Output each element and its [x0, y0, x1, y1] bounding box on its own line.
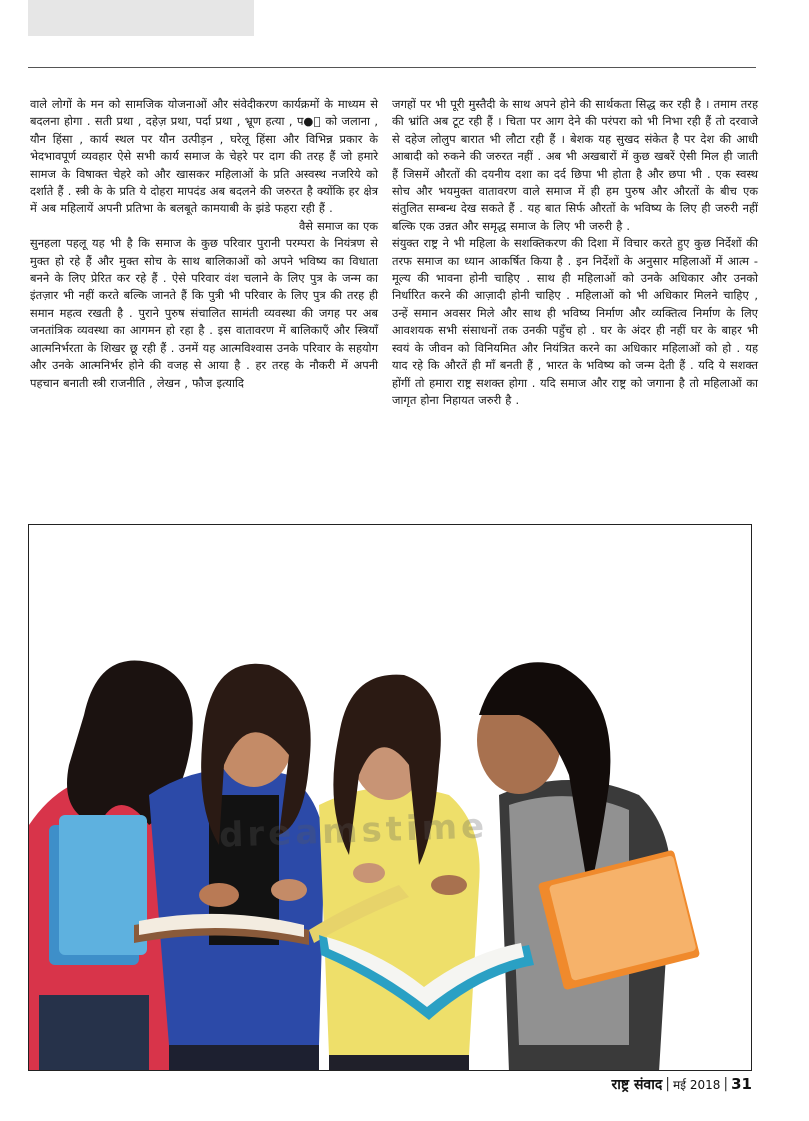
- footer-separator-2: |: [723, 1076, 729, 1092]
- header-rule: [28, 67, 756, 68]
- footer-separator: |: [665, 1076, 670, 1092]
- article-column-right: [392, 96, 758, 409]
- article-photo: [28, 524, 752, 1071]
- paragraph-left-2: सुनहला पहलू यह भी है कि समाज के कुछ परिवार पुरानी परम्परा के नियंत्रण से मुक्त हो रहे हैं और मुक्त सोच के साथ बालिकाओं को अपने भविष्य का विधाता बनने के लिए प्रेरित कर रहे हैं . ऐसे परिवार वंश चलाने के लिए पुत्र के जन्म का इंतज़ार भी नहीं करते बल्कि जानते हैं कि पुत्री भी परिवार के लिए पुत्र की तरह ही समान महत्व रखती है . पुराने पुरुष संचालित सामंती व्यवस्था की जगह पर अब जनतांत्रिक व्यवस्था का आगमन हो रहा है . इस वातावरण में बालिकाएँ और स्त्रियाँ आत्मनिर्भरता के शिखर छू रही हैं . उनमें यह आत्मविश्वास उनके परिवार के सहयोग और उनके आत्मनिर्भर होने की वजह से आया है . हर तरह के नौकरी में अपनी पहचान बनाती स्त्री राजनीति , लेखन , फौज इत्यादि: [30, 236, 378, 390]
- woman-third-figure: [319, 675, 480, 1071]
- page-footer: [470, 1072, 752, 1096]
- page-number: 31: [731, 1075, 752, 1093]
- students-illustration: [29, 525, 752, 1071]
- article-column-left: [30, 96, 378, 392]
- paragraph-right-2: संयुक्त राष्ट्र ने भी महिला के सशक्तिकरण की दिशा में विचार करते हुए कुछ निर्देशों की तरफ समाज का ध्यान आकर्षित किया है . इन निर्देशों के अनुसार महिलाओं में आत्म - मूल्य की भावना होनी चाहिए . साथ ही महिलाओं को उनके अधिकार और उनको निर्धारित करने की आज़ादी होनी चाहिए . महिलाओं को भी अधिकार मिलने चाहिए , उन्हें समान अवसर मिले और साथ ही भविष्य निर्माण और व्यक्तित्व निर्माण के लिए आवशयक सभी संसाधनों तक उनकी पहुँच हो . घर के अंदर ही नहीं घर के बाहर भी स्वयं के जीवन को विनियमित और नियंत्रित करने का अधिकार महिलाओं को हो . यह याद रहे कि औरतें ही माँ बनती हैं , भारत के भविष्य को जन्म देती हैं . यदि ये सशक्त होंगीं तो हमारा राष्ट्र सशक्त होगा . यदि समाज और राष्ट्र को जगाना है तो महिलाओं का जागृत होना निहायत जरुरी है .: [392, 236, 758, 407]
- woman-right-figure: [477, 662, 700, 1071]
- paragraph-left-2-lead: वैसे समाज का एक: [298, 218, 378, 233]
- photo-watermark: dreamstime: [218, 806, 489, 856]
- magazine-name: राष्ट्र संवाद: [611, 1076, 663, 1093]
- header-placeholder-bar: [28, 0, 254, 36]
- issue-date: मई 2018: [672, 1077, 721, 1092]
- paragraph-left-1: वाले लोगों के मन को सामजिक योजनाओं और संवेदीकरण कार्यक्रमों के माध्यम से बदलना होगा . सती प्रथा , दहेज़ प्रथा, पर्दा प्रथा , भ्रूण हत्या , प●ी को जलाना , यौन हिंसा , कार्य स्थल पर यौन उत्पीड़न , घरेलू हिंसा और विभिन्न प्रकार के भेदभावपूर्ण व्यवहार ऐसे सभी कार्य समाज के चेहरे पर दाग की तरह हैं जो हमारे सामज के विषाक्त चेहरे को और खासकर महिलाओं के प्रति अस्वस्थ नजरिये को दर्शाते हैं . स्त्री के के प्रति ये दोहरा मापदंड अब बदलने की जरुरत है क्योंकि हर क्षेत्र में अब महिलायें अपनी प्रतिभा के बलबूते कामयाबी के झंडे फहरा रही हैं .: [30, 97, 378, 216]
- paragraph-right-1: जगहों पर भी पूरी मुस्तैदी के साथ अपने होने की सार्थकता सिद्ध कर रही है । तमाम तरह की भ्रांति अब टूट रही हैं । चिता पर आग देने की परंपरा को भी निभा रही हैं तो दरवाजे से दहेज लोलुप बारात भी लौटा रही हैं । बेशक यह सुखद संकेत है पर देश की आधी आबादी को रुकने की जरुरत नहीं . अब भी अखबारों में कुछ खबरें ऐसी मिल ही जाती हैं जिसमें औरतों की दयनीय दशा का दर्द छिपा भी होता है और छपा भी . एक स्वस्थ सोच और भयमुक्त वातावरण वाले समाज में ही हम पुरुष और औरतों के बीच एक संतुलित सम्बन्ध देख सकते हैं . यह बात सिर्फ औरतों के भविष्य के लिए ही जरुरी नहीं बल्कि एक उन्नत और समृद्ध समाज के लिए भी जरुरी है .: [392, 97, 758, 233]
